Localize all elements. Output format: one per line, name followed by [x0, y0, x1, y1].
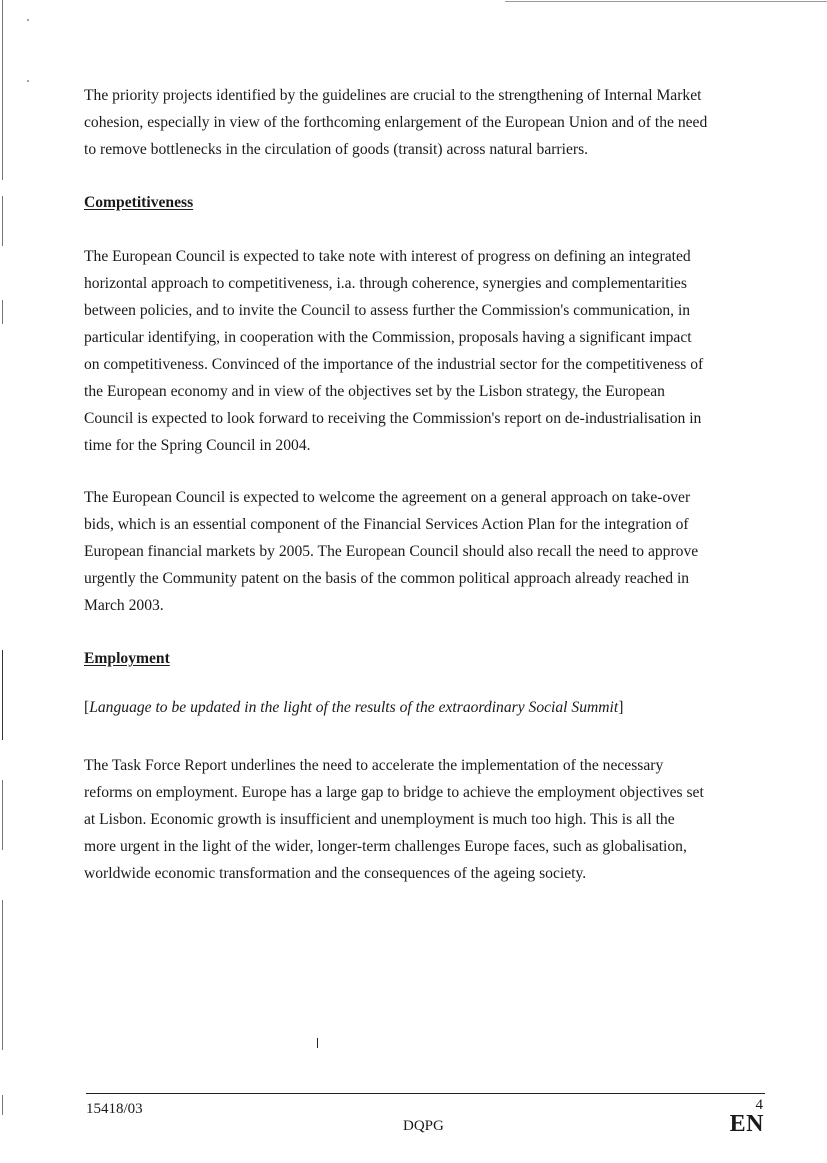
- competitiveness-heading: Competitiveness: [84, 194, 194, 211]
- text-line: more urgent in the light of the wider, longer-term challenges Europe faces, such as globalisation,: [84, 838, 687, 855]
- text-line: horizontal approach to competitiveness, i.a. through coherence, synergies and complementarities: [84, 275, 687, 292]
- employment-paragraph: [84, 752, 759, 887]
- text-line: reforms on employment. Europe has a large gap to bridge to achieve the employment objectives set: [84, 784, 704, 801]
- text-line: bids, which is an essential component of the Financial Services Action Plan for the integration of: [84, 516, 689, 533]
- footer-language-code: EN: [729, 1111, 764, 1137]
- employment-heading: Employment: [84, 650, 170, 667]
- scan-stray-mark: [317, 1038, 318, 1048]
- scan-edge-mark: [2, 780, 3, 850]
- footer-document-ref: 15418/03: [86, 1101, 143, 1117]
- footer-department: DQPG: [403, 1118, 444, 1134]
- footer-rule: [86, 1093, 765, 1094]
- text-line: between policies, and to invite the Council to assess further the Commission's communication, in: [84, 302, 691, 319]
- text-line: European financial markets by 2005. The European Council should also recall the need to approve: [84, 543, 699, 560]
- note-bracket-open: [: [84, 699, 90, 716]
- text-line: The European Council is expected to welcome the agreement on a general approach on take-over: [84, 489, 691, 506]
- competitiveness-paragraph-1: [84, 243, 759, 459]
- text-line: Council is expected to look forward to receiving the Commission's report on de-industrialisation in: [84, 410, 702, 427]
- note-text: Language to be updated in the light of the results of the extraordinary Social Summit: [89, 699, 619, 716]
- scan-edge-mark: [2, 900, 3, 1050]
- text-line: The priority projects identified by the guidelines are crucial to the strengthening of Internal Market: [84, 87, 702, 104]
- scan-edge-mark: [2, 650, 3, 740]
- text-line: to remove bottlenecks in the circulation of goods (transit) across natural barriers.: [84, 141, 589, 158]
- text-line: urgently the Community patent on the basis of the common political approach already reached in: [84, 570, 690, 587]
- text-line: The Task Force Report underlines the need to accelerate the implementation of the necessary: [84, 757, 664, 774]
- scan-dot: [27, 80, 29, 82]
- scan-edge-mark: [2, 0, 3, 180]
- employment-editorial-note: [84, 699, 623, 717]
- scan-edge-mark: [2, 1095, 3, 1115]
- text-line: The European Council is expected to take note with interest of progress on defining an integrated: [84, 248, 691, 265]
- text-line: time for the Spring Council in 2004.: [84, 437, 311, 454]
- scan-top-rule: [505, 1, 827, 2]
- scan-edge-mark: [2, 196, 3, 246]
- intro-paragraph: [84, 82, 759, 163]
- note-bracket-close: ]: [618, 699, 624, 716]
- footer-page-number: 4: [755, 1097, 763, 1113]
- competitiveness-paragraph-2: [84, 484, 759, 619]
- text-line: worldwide economic transformation and the consequences of the ageing society.: [84, 865, 587, 882]
- text-line: on competitiveness. Convinced of the importance of the industrial sector for the competitiveness of: [84, 356, 704, 373]
- text-line: cohesion, especially in view of the forthcoming enlargement of the European Union and of the need: [84, 114, 708, 131]
- text-line: March 2003.: [84, 597, 164, 614]
- scan-edge-mark: [2, 300, 3, 324]
- text-line: the European economy and in view of the objectives set by the Lisbon strategy, the European: [84, 383, 665, 400]
- text-line: particular identifying, in cooperation with the Commission, proposals having a significant impact: [84, 329, 692, 346]
- text-line: at Lisbon. Economic growth is insufficient and unemployment is much too high. This is all the: [84, 811, 675, 828]
- scan-dot: [27, 19, 29, 21]
